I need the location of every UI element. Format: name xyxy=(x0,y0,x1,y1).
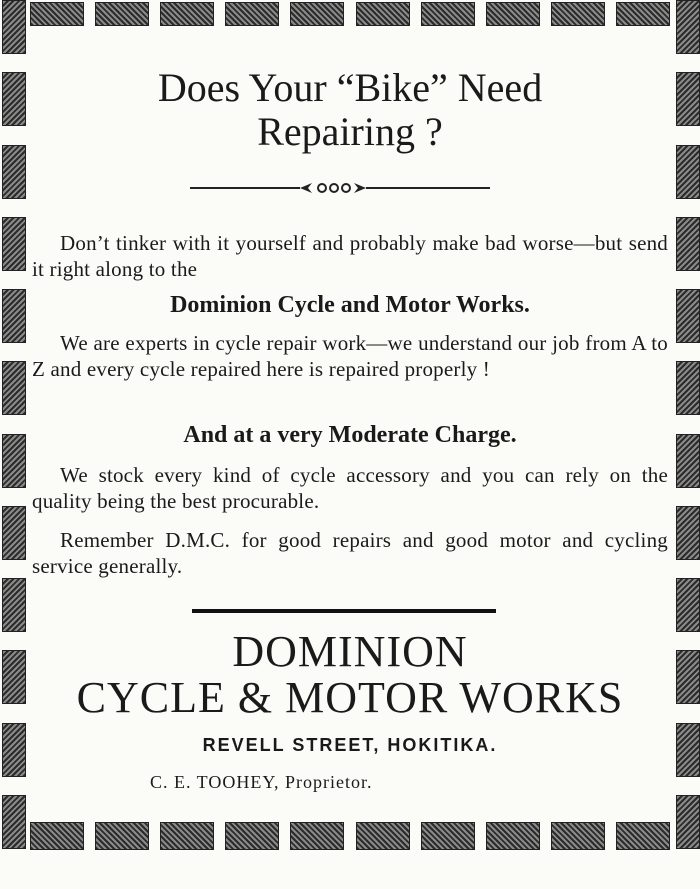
headline xyxy=(0,66,700,154)
border-block xyxy=(160,822,214,850)
company-name-bold: Dominion Cycle and Motor Works. xyxy=(170,292,530,318)
border-block xyxy=(676,795,700,849)
border-block xyxy=(290,2,344,26)
ornament-divider xyxy=(190,180,510,196)
headline-line-2: Repairing ? xyxy=(257,109,443,154)
border-block xyxy=(30,822,84,850)
horizontal-rule xyxy=(192,609,496,613)
moderate-charge-line: And at a very Moderate Charge. xyxy=(183,422,517,448)
border-block xyxy=(356,2,410,26)
border-block xyxy=(616,2,670,26)
border-block xyxy=(2,361,26,415)
border-block xyxy=(225,2,279,26)
border-block xyxy=(421,2,475,26)
border-block xyxy=(486,2,540,26)
border-block xyxy=(421,822,475,850)
border-block xyxy=(30,2,84,26)
border-block xyxy=(95,2,149,26)
border-block xyxy=(676,217,700,271)
bottom-border xyxy=(30,823,670,849)
border-block xyxy=(2,578,26,632)
border-block xyxy=(2,289,26,343)
border-block xyxy=(2,506,26,560)
border-block xyxy=(2,434,26,488)
border-block xyxy=(2,0,26,54)
business-name-line-1: DOMINION xyxy=(232,627,468,676)
border-block xyxy=(2,217,26,271)
border-block xyxy=(676,289,700,343)
border-block xyxy=(2,795,26,849)
border-block xyxy=(676,506,700,560)
top-border xyxy=(30,3,670,25)
border-block xyxy=(676,361,700,415)
border-block xyxy=(676,0,700,54)
border-block xyxy=(486,822,540,850)
border-block xyxy=(616,822,670,850)
border-block xyxy=(225,822,279,850)
border-block xyxy=(290,822,344,850)
proprietor: C. E. TOOHEY, Proprietor. xyxy=(150,772,373,792)
experts-paragraph: We are experts in cycle repair work—we understand our job from A to Z and every cycle repaired here is repaired properly ! xyxy=(32,331,668,381)
address: REVELL STREET, HOKITIKA. xyxy=(202,735,498,755)
business-name-line-2: CYCLE & MOTOR WORKS xyxy=(76,673,624,722)
border-block xyxy=(676,434,700,488)
intro-paragraph: Don’t tinker with it yourself and probably make bad worse—but send it right along to the xyxy=(32,231,668,281)
border-block xyxy=(160,2,214,26)
remember-paragraph: Remember D.M.C. for good repairs and good motor and cycling service generally. xyxy=(32,528,668,578)
border-block xyxy=(551,822,605,850)
border-block xyxy=(551,2,605,26)
border-block xyxy=(95,822,149,850)
border-block xyxy=(356,822,410,850)
headline-line-1: Does Your “Bike” Need xyxy=(157,65,543,110)
accessory-paragraph: We stock every kind of cycle accessory and you can rely on the quality being the best procurable. xyxy=(32,463,668,513)
border-block xyxy=(676,578,700,632)
